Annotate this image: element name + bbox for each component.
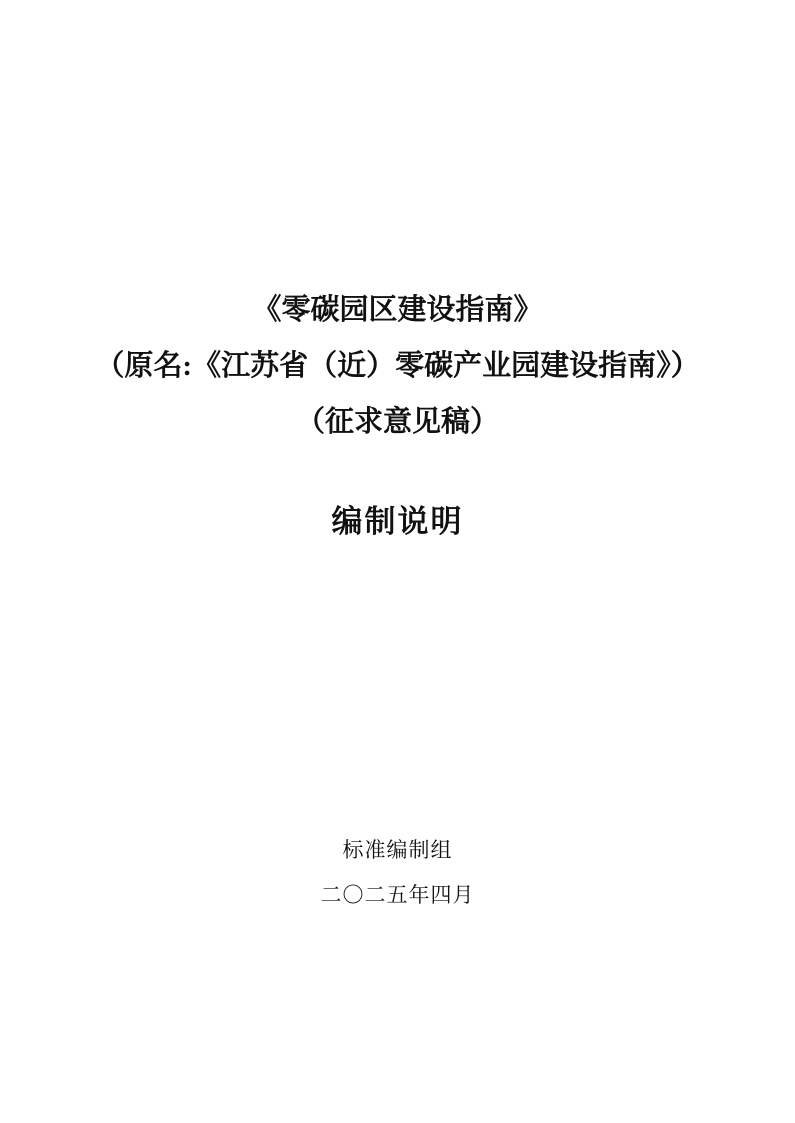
document-title: 《零碳园区建设指南》 [252,294,543,326]
document-draft-status: （征求意见稿） [295,406,499,438]
document-former-name: （原名:《江苏省（近）零碳产业园建设指南》） [95,350,700,382]
document-date: 二〇二五年四月 [320,883,475,907]
document-subtitle: 编制说明 [331,504,464,539]
document-author-group: 标准编制组 [342,838,453,862]
